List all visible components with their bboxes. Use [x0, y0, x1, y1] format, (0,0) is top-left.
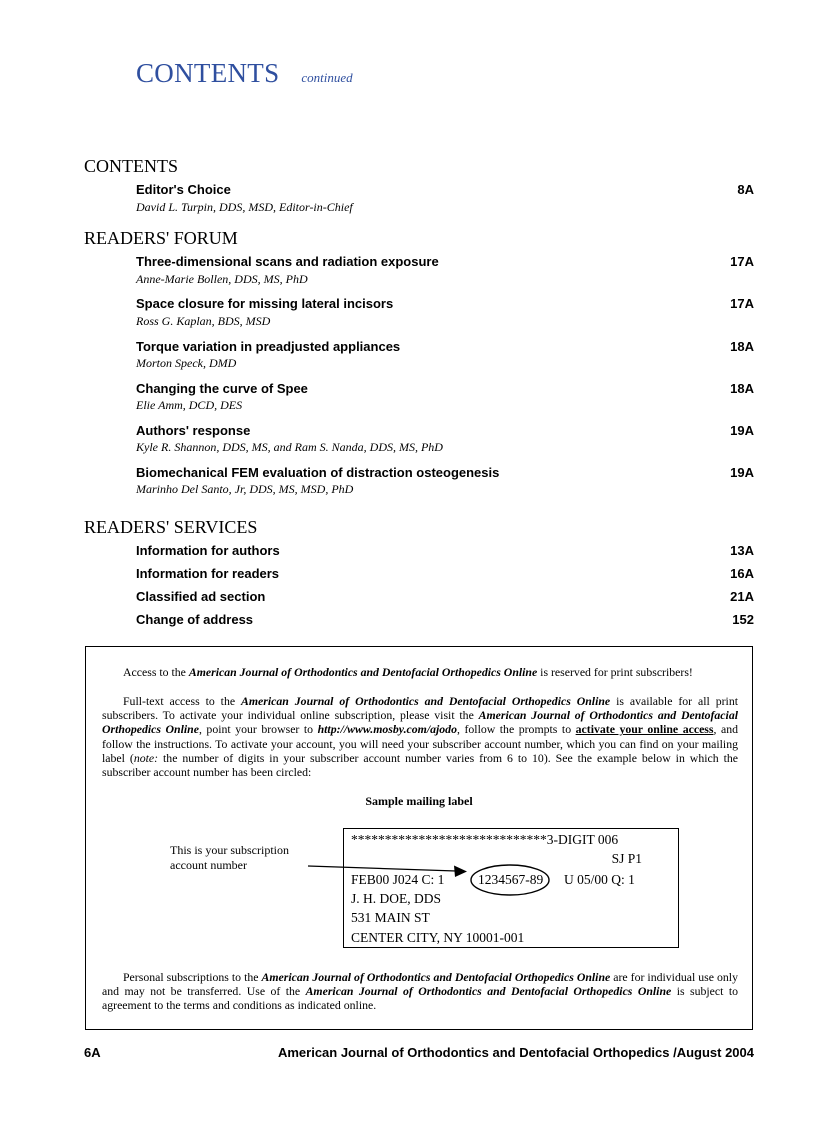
toc-entry-author: Ross G. Kaplan, BDS, MSD	[136, 314, 271, 328]
toc-entry-page: 17A	[730, 254, 754, 269]
toc-entry-title[interactable]: Space closure for missing lateral incisors	[136, 296, 394, 311]
page-title-text: CONTENTS	[136, 58, 280, 88]
subscriber-account-number: 1234567-89	[478, 872, 544, 887]
label-line-6: CENTER CITY, NY 10001-001	[351, 930, 525, 945]
activate-online-access-link[interactable]: activate your online access	[575, 722, 714, 737]
toc-entry-author: David L. Turpin, DDS, MSD, Editor-in-Chief	[136, 200, 353, 214]
toc-entry-title[interactable]: Torque variation in preadjusted appliances	[136, 339, 401, 354]
journal-url-link[interactable]: http://www.mosby.com/ajodo	[317, 722, 457, 737]
toc-entry-author: Elie Amm, DCD, DES	[136, 398, 243, 412]
toc-entry-title[interactable]: Editor's Choice	[136, 182, 231, 197]
toc-entry-title[interactable]: Change of address	[136, 612, 254, 627]
toc-entry-title[interactable]: Changing the curve of Spee	[136, 381, 308, 396]
notice-text: Access to the	[123, 665, 189, 679]
notice-text: , follow the prompts to	[456, 722, 576, 737]
toc-entry-title[interactable]: Three-dimensional scans and radiation exposure	[136, 254, 439, 269]
journal-name: American Journal of Orthodontics and Dentofacial Orthopedics Online	[102, 708, 738, 737]
toc-entry-author: Anne-Marie Bollen, DDS, MS, PhD	[136, 272, 308, 286]
toc-entry-page: 19A	[730, 423, 754, 438]
notice-text: Full-text access to the	[123, 694, 242, 708]
toc-entry-page: 13A	[730, 543, 754, 558]
toc-entry-author: Kyle R. Shannon, DDS, MS, and Ram S. Nanda, DDS, MS, PhD	[136, 440, 443, 454]
toc-entry-author: Morton Speck, DMD	[136, 356, 237, 370]
callout-line: This is your subscription	[170, 843, 289, 857]
journal-name: American Journal of Orthodontics and Dentofacial Orthopedics Online	[241, 694, 611, 708]
sample-mailing-label-heading: Sample mailing label	[365, 794, 473, 808]
callout-line: account number	[170, 858, 247, 872]
toc-entry-page: 21A	[730, 589, 754, 604]
note-label: note:	[133, 750, 159, 765]
notice-text: is reserved for print subscribers!	[537, 665, 693, 679]
toc-entry-page: 152	[732, 612, 754, 627]
notice-text: , point your browser to	[198, 722, 318, 737]
toc-entry-page: 16A	[730, 566, 754, 581]
notice-text: Personal subscriptions to the	[123, 970, 262, 984]
label-line-4: J. H. DOE, DDS	[351, 891, 442, 906]
footer-journal-issue: American Journal of Orthodontics and Dentofacial Orthopedics /August 2004	[277, 1045, 754, 1060]
notice-paragraph-3	[102, 970, 738, 1013]
section-heading-contents: CONTENTS	[84, 156, 178, 176]
footer-page-number: 6A	[84, 1045, 101, 1060]
label-line-1: *****************************3-DIGIT 006	[351, 832, 619, 847]
toc-entry-page: 18A	[730, 339, 754, 354]
toc-entry-page: 8A	[737, 182, 754, 197]
page-title	[136, 58, 353, 89]
section-heading-readers-forum: READERS' FORUM	[84, 228, 238, 248]
label-line-2: SJ P1	[611, 851, 642, 866]
journal-name: American Journal of Orthodontics and Dentofacial Orthopedics Online	[188, 665, 538, 679]
toc-entry-page: 17A	[730, 296, 754, 311]
label-line-5: 531 MAIN ST	[351, 910, 430, 925]
toc-entry-title[interactable]: Classified ad section	[136, 589, 266, 604]
toc-entry-title[interactable]: Information for authors	[136, 543, 280, 558]
notice-text: is subject to agreement to the terms and conditions as indicated online.	[102, 984, 738, 1013]
notice-text: are for individual use only and may not be transferred. Use of the	[102, 970, 738, 999]
toc-entry-page: 19A	[730, 465, 754, 480]
notice-text: the number of digits in your subscriber account number varies from 6 to 10). See the example below in which the subscriber account number has been circled:	[102, 750, 738, 780]
toc-entry-author: Marinho Del Santo, Jr, DDS, MS, MSD, PhD	[136, 482, 354, 496]
page-subtitle: continued	[301, 70, 353, 85]
notice-text: is available for all print subscribers. To activate your individual online subscription, please visit the	[102, 694, 739, 723]
online-access-notice	[85, 646, 753, 1030]
journal-name: American Journal of Orthodontics and Dentofacial Orthopedics Online	[305, 984, 672, 999]
notice-text: , and follow the instructions. To activate your account, you will need your subscriber account number, which you can find on your mailing label (	[102, 722, 738, 765]
label-line-3-prefix: FEB00 J024 C: 1	[351, 872, 445, 887]
journal-name: American Journal of Orthodontics and Dentofacial Orthopedics Online	[261, 970, 611, 984]
label-line-3-suffix: U 05/00 Q: 1	[564, 872, 635, 887]
section-heading-readers-services: READERS' SERVICES	[84, 517, 258, 537]
toc-entry-title[interactable]: Authors' response	[136, 423, 251, 438]
toc-entry-page: 18A	[730, 381, 754, 396]
toc-entry-title[interactable]: Information for readers	[136, 566, 280, 581]
toc-entry-title[interactable]: Biomechanical FEM evaluation of distraction osteogenesis	[136, 465, 500, 480]
